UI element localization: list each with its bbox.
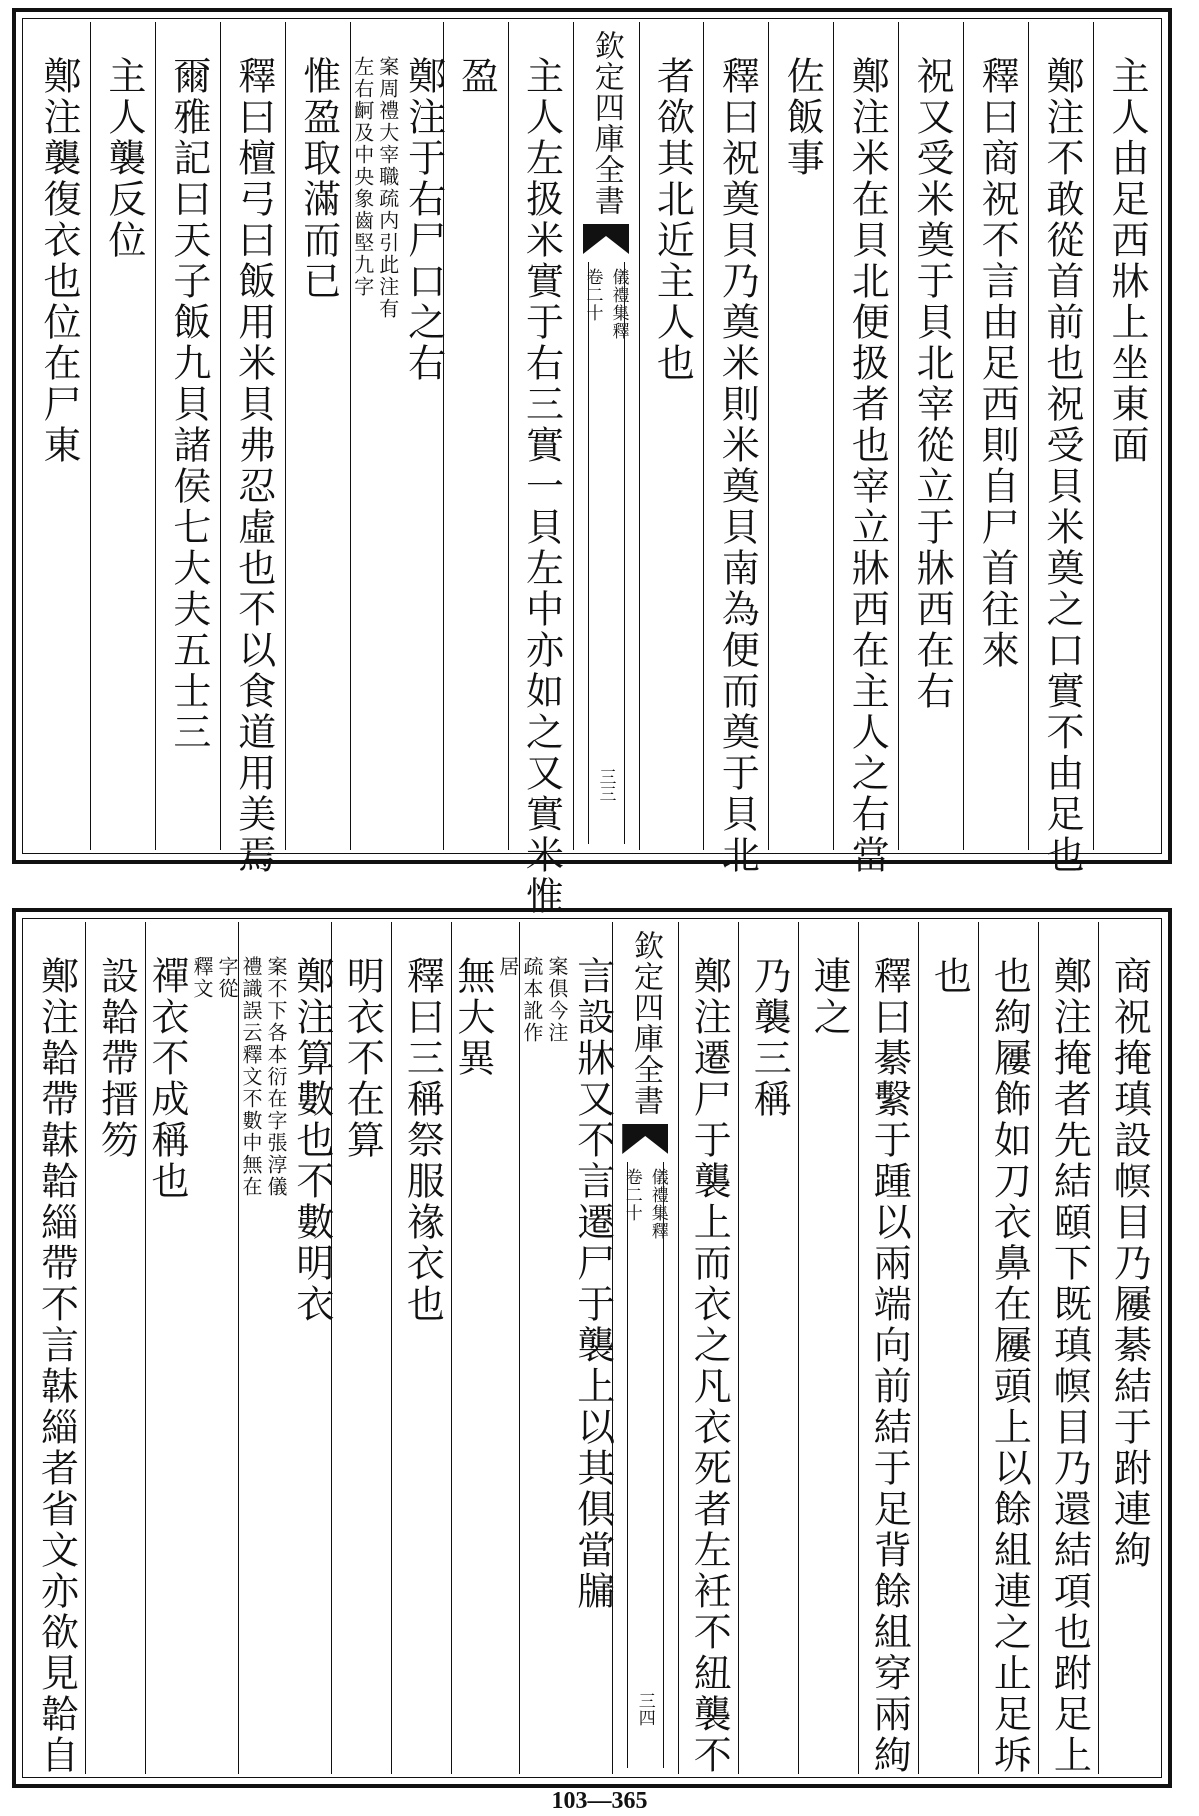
center-rules <box>588 262 625 844</box>
text-column <box>738 922 798 1774</box>
main-text: 也絇屨飾如刀衣鼻在屨頭上以餘組連之止足坼 <box>987 956 1032 1776</box>
text-column <box>898 22 963 850</box>
main-text: 鄭注韐帶韎韐緇帶不言韎緇者省文亦欲見韐自 <box>34 956 79 1776</box>
main-text: 主人由足西牀上坐東面 <box>1104 56 1149 466</box>
main-text: 盈 <box>454 56 499 97</box>
main-text: 主人襲反位 <box>101 56 146 261</box>
page-number: 103—365 <box>551 1788 648 1814</box>
main-text: 主人左扱米實于右三實一貝左中亦如之又實米惟 <box>519 56 564 917</box>
note-line: 左右䶗及中央象齒堅九字 <box>350 56 375 298</box>
center-margin-column <box>612 922 678 1774</box>
fishtail-mark <box>622 1124 668 1154</box>
main-text: 鄭注于右尸口之右 <box>401 56 446 384</box>
commentary-note <box>239 956 287 1198</box>
text-column <box>350 22 446 850</box>
text-column <box>331 922 391 1774</box>
main-text: 祝又受米奠于貝北宰從立于牀西在右 <box>910 56 955 712</box>
main-text: 連之 <box>807 956 852 1038</box>
main-text: 釋曰祝奠貝乃奠米則米奠貝南為便而奠于貝北 <box>715 56 760 876</box>
lead-note <box>190 956 238 1000</box>
main-text: 惟盈取滿而已 <box>296 56 341 302</box>
text-column <box>285 22 350 850</box>
note-line: 案俱今注 <box>544 956 569 1044</box>
upper-page <box>12 8 1172 917</box>
main-text: 爾雅記曰天子飯九貝諸侯七大夫五士三 <box>166 56 211 753</box>
text-column <box>90 22 155 850</box>
main-text: 鄭注遷尸于襲上而衣之凡衣死者左衽不紐襲不 <box>687 956 732 1776</box>
main-text: 言設牀又不言遷尸于襲上以其俱當牖 <box>570 956 615 1612</box>
text-column <box>833 22 898 876</box>
main-text: 明衣不在算 <box>340 956 385 1161</box>
main-text: 也 <box>927 956 972 997</box>
text-column <box>798 922 858 1774</box>
text-column <box>858 922 918 1774</box>
main-text: 鄭注襲復衣也位在尸東 <box>36 56 81 466</box>
main-text: 設韐帶搢笏 <box>94 956 139 1161</box>
center-margin-column <box>573 22 639 850</box>
text-column <box>220 22 285 876</box>
text-column <box>391 922 451 1774</box>
text-column <box>918 922 978 1774</box>
text-column <box>26 922 85 1774</box>
text-column <box>978 922 1038 1774</box>
work-title: 儀禮集釋 <box>647 1168 668 1240</box>
note-line: 禮識誤云釋文不數中無在 <box>239 956 264 1198</box>
text-column <box>1028 22 1093 876</box>
main-text: 釋曰三稱祭服禒衣也 <box>400 956 445 1325</box>
text-column <box>678 922 738 1774</box>
main-text: 釋曰商祝不言由足西則自尸首往來 <box>975 56 1020 671</box>
volume-number: 卷二十 <box>582 268 603 322</box>
text-column <box>443 22 508 850</box>
main-text: 鄭注掩者先結頤下既瑱幎目乃還結項也跗足上 <box>1047 956 1092 1776</box>
note-line: 案不下各本衍在字張淳儀 <box>264 956 289 1198</box>
text-column <box>1093 22 1158 850</box>
text-column <box>639 22 704 850</box>
volume-number: 卷二十 <box>621 1168 642 1222</box>
main-text: 鄭注算數也不數明衣 <box>289 956 334 1325</box>
lead-note-line: 字從 <box>215 956 240 1000</box>
commentary-note <box>351 56 399 320</box>
main-text: 釋曰檀弓曰飯用米貝弗忍虛也不以食道用美焉 <box>231 56 276 876</box>
volume-label <box>581 268 632 340</box>
text-column <box>26 22 90 850</box>
text-column <box>1098 922 1158 1774</box>
book-title: 欽定四庫全書 <box>588 30 624 216</box>
folio-number: 三三 <box>595 768 616 802</box>
text-column <box>451 922 519 1774</box>
text-column <box>508 22 573 917</box>
text-column <box>85 922 145 1774</box>
lower-text-columns <box>26 922 1158 1774</box>
text-column <box>703 22 768 876</box>
text-column <box>768 22 833 850</box>
main-text: 乃襲三稱 <box>747 956 792 1120</box>
upper-text-columns <box>26 22 1158 917</box>
main-text: 佐飯事 <box>780 56 825 179</box>
text-column <box>145 922 238 1774</box>
main-text: 禪衣不成稱也 <box>145 956 190 1202</box>
text-column <box>155 22 220 850</box>
main-text: 商祝掩瑱設幎目乃屨綦結于跗連絇 <box>1107 956 1152 1571</box>
text-column <box>238 922 334 1774</box>
main-text: 鄭注米在貝北便扱者也宰立牀西在主人之右當 <box>845 56 890 876</box>
commentary-note <box>520 956 568 1044</box>
lead-note <box>496 956 519 978</box>
volume-label <box>620 1168 671 1240</box>
lead-note-line: 居 <box>495 956 520 978</box>
center-rules <box>627 1162 664 1768</box>
folio-number: 三四 <box>634 1692 655 1726</box>
main-text: 無大異 <box>450 956 495 1079</box>
lead-note-line: 釋文 <box>190 956 215 1000</box>
text-column <box>1038 922 1098 1774</box>
note-line: 案周禮大宰職疏内引此注有 <box>375 56 400 320</box>
book-title: 欽定四庫全書 <box>628 930 663 1116</box>
main-text: 鄭注不敢從首前也祝受貝米奠之口實不由足也 <box>1040 56 1085 876</box>
note-line: 疏本訛作 <box>519 956 544 1044</box>
main-text: 釋曰綦繫于踵以兩端向前結于足背餘組穿兩絇 <box>867 956 912 1776</box>
main-text: 者欲其北近主人也 <box>650 56 695 384</box>
text-column <box>963 22 1028 850</box>
fishtail-mark <box>583 224 629 254</box>
work-title: 儀禮集釋 <box>608 268 629 340</box>
text-column <box>519 922 615 1774</box>
lower-page <box>12 908 1172 1788</box>
